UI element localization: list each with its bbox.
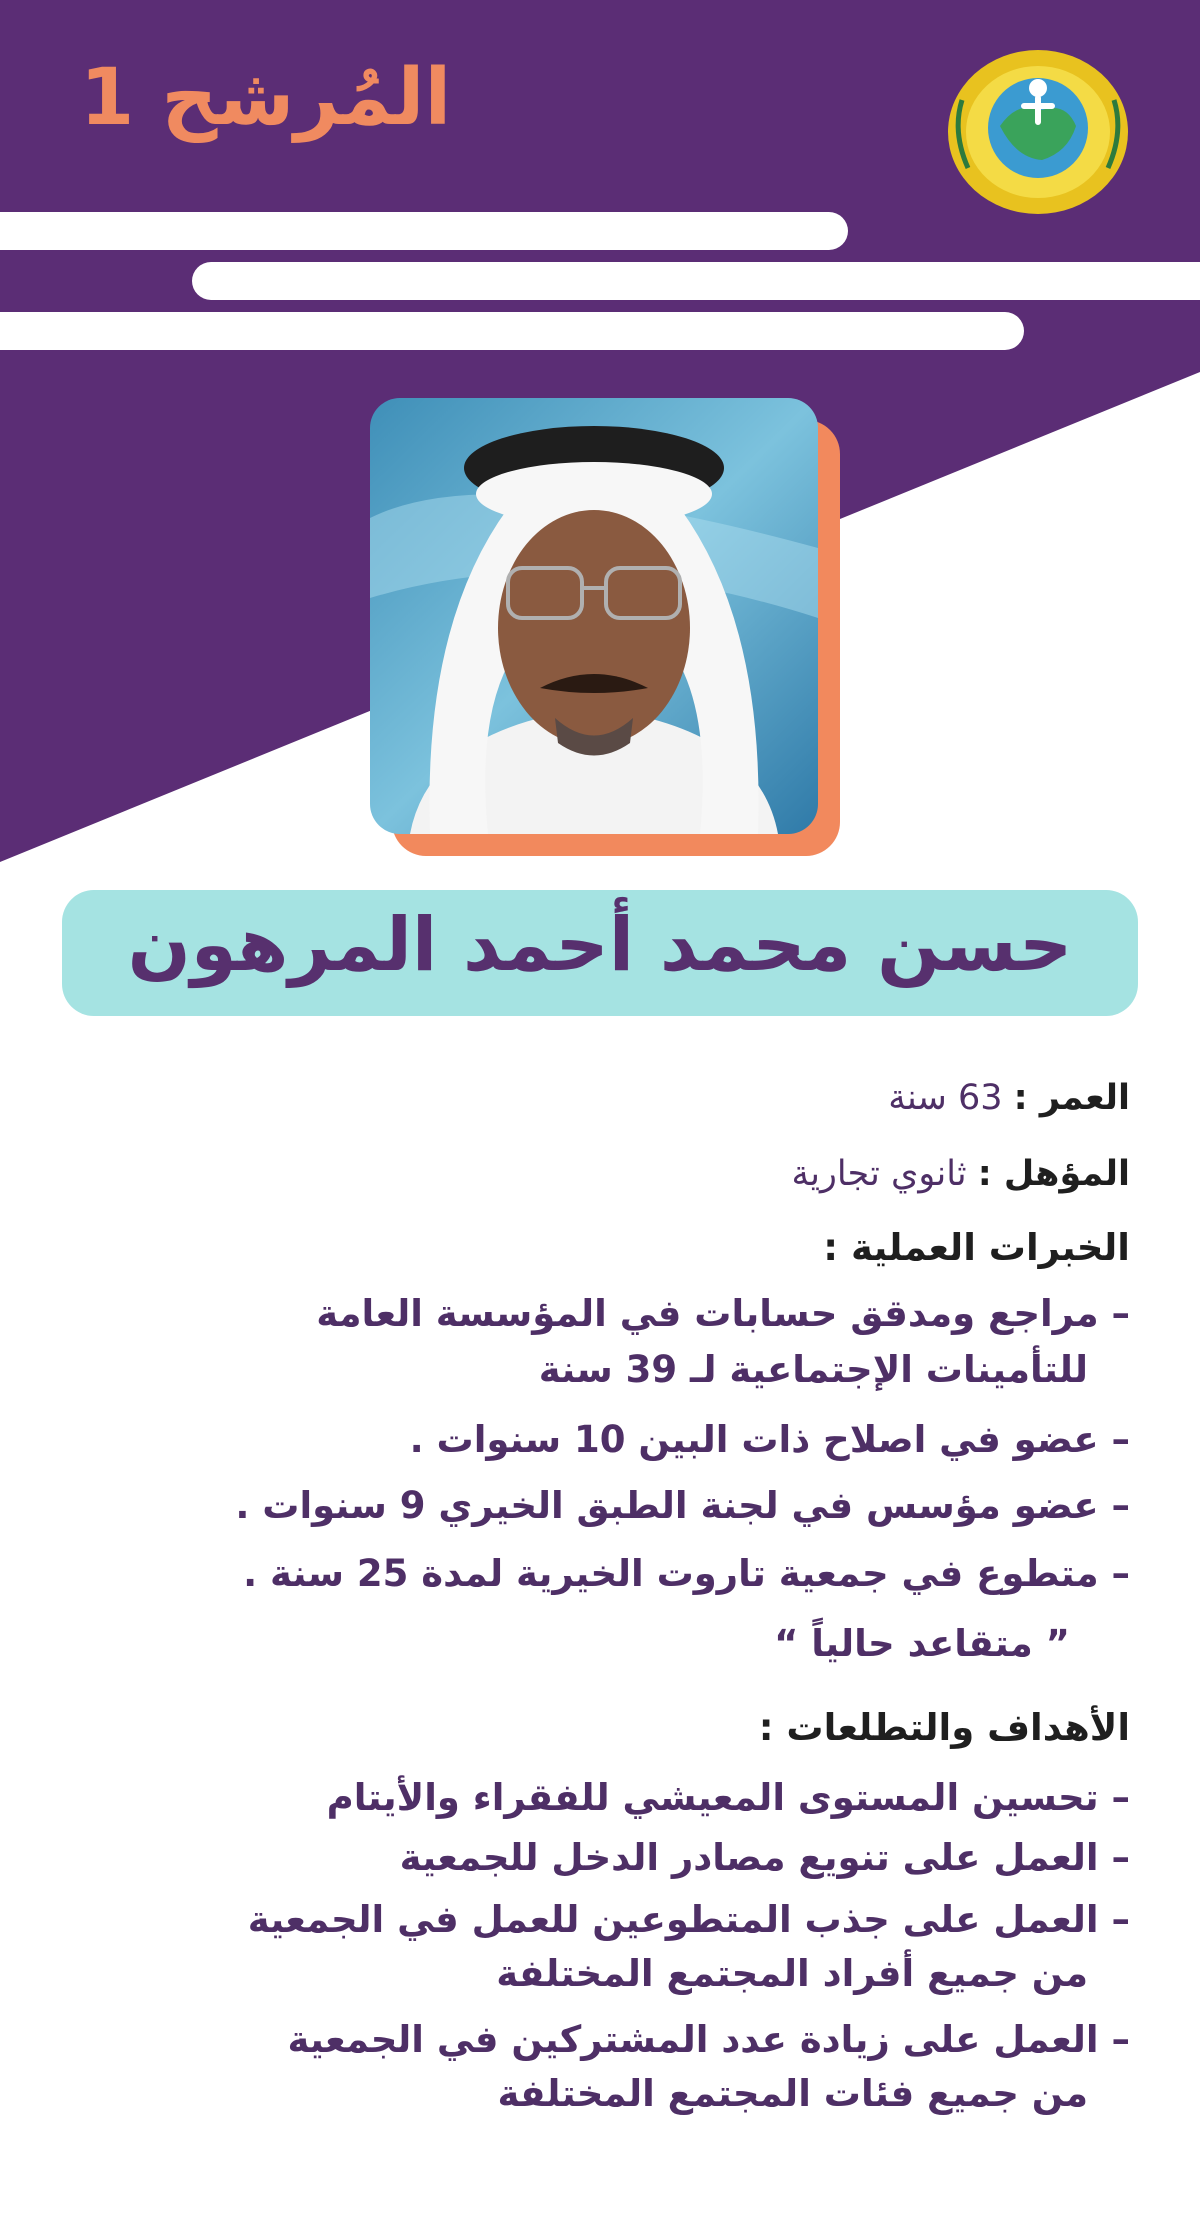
- experience-item-continued: للتأمينات الإجتماعية لـ 39 سنة: [538, 1348, 1088, 1391]
- goal-item-continued: من جميع أفراد المجتمع المختلفة: [496, 1952, 1088, 1995]
- goal-item: – العمل على تنويع مصادر الدخل للجمعية: [399, 1836, 1130, 1879]
- qualification-label: المؤهل :: [977, 1154, 1130, 1194]
- goal-item: – تحسين المستوى المعيشي للفقراء والأيتام: [326, 1776, 1130, 1819]
- experience-heading: الخبرات العملية :: [823, 1226, 1130, 1269]
- current-status: ” متقاعد حالياً “: [774, 1622, 1070, 1665]
- name-banner: [62, 890, 1138, 1016]
- experience-item: – متطوع في جمعية تاروت الخيرية لمدة 25 سنة .: [243, 1552, 1130, 1595]
- experience-item: – مراجع ومدقق حسابات في المؤسسة العامة: [316, 1292, 1130, 1335]
- goal-item: – العمل على جذب المتطوعين للعمل في الجمعية: [247, 1898, 1130, 1941]
- qualification-row: [50, 1146, 1130, 1202]
- qualification-value: ثانوي تجارية: [791, 1154, 967, 1194]
- experience-item: – عضو في اصلاح ذات البين 10 سنوات .: [409, 1418, 1130, 1461]
- logo-emblem: [938, 40, 1138, 220]
- experience-item: – عضو مؤسس في لجنة الطبق الخيري 9 سنوات .: [235, 1484, 1130, 1527]
- page-title: المُرشح 1: [80, 53, 452, 143]
- age-label: العمر :: [1013, 1078, 1130, 1118]
- age-value: 63 سنة: [888, 1078, 1003, 1118]
- goal-item-continued: من جميع فئات المجتمع المختلفة: [497, 2072, 1088, 2115]
- goal-item: – العمل على زيادة عدد المشتركين في الجمعية: [287, 2018, 1130, 2061]
- candidate-photo: [370, 398, 818, 834]
- goals-heading: الأهداف والتطلعات :: [758, 1706, 1130, 1749]
- candidate-name: حسن محمد أحمد المرهون: [127, 902, 1073, 988]
- photo-frame: [370, 398, 840, 856]
- age-row: [50, 1070, 1130, 1126]
